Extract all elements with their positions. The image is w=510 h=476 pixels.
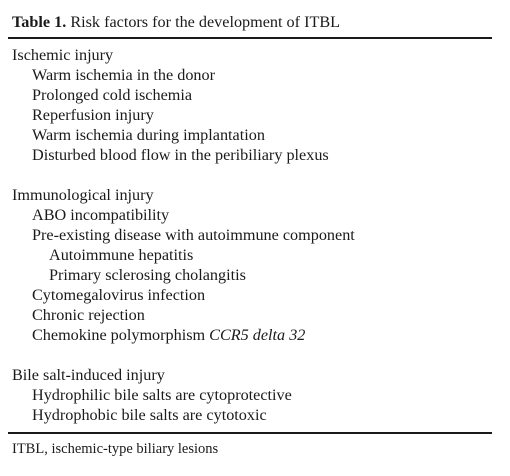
list-subitem: Primary sclerosing cholangitis [49,266,246,284]
list-item: Hydrophilic bile salts are cytoprotective [32,386,292,404]
chemokine-label: Chemokine polymorphism [32,326,206,344]
list-item: Prolonged cold ischemia [32,86,193,104]
list-item: Hydrophobic bile salts are cytotoxic [32,406,267,424]
list-item: Warm ischemia during implantation [32,126,265,144]
table-title [12,12,340,32]
list-item: Pre-existing disease with autoimmune component [32,226,355,244]
group-heading-immunological: Immunological injury [12,186,154,204]
list-item: Reperfusion injury [32,106,154,124]
group-heading-ischemic: Ischemic injury [12,46,114,64]
list-subitem: Autoimmune hepatitis [49,246,194,264]
list-item: Cytomegalovirus infection [32,286,206,304]
list-item: Warm ischemia in the donor [32,66,216,84]
gene-name: CCR5 delta 32 [209,326,306,344]
table-footnote: ITBL, ischemic-type biliary lesions [12,441,219,457]
list-item [32,325,305,345]
list-item: ABO incompatibility [32,206,170,224]
list-item: Disturbed blood flow in the peribiliary plexus [32,146,329,164]
list-item: Chronic rejection [32,306,145,324]
bottom-rule [8,432,492,434]
top-rule [8,37,492,39]
group-heading-bile-salt: Bile salt-induced injury [12,366,165,384]
table-caption: Risk factors for the development of ITBL [70,13,341,31]
table-label: Table 1. [12,13,67,31]
